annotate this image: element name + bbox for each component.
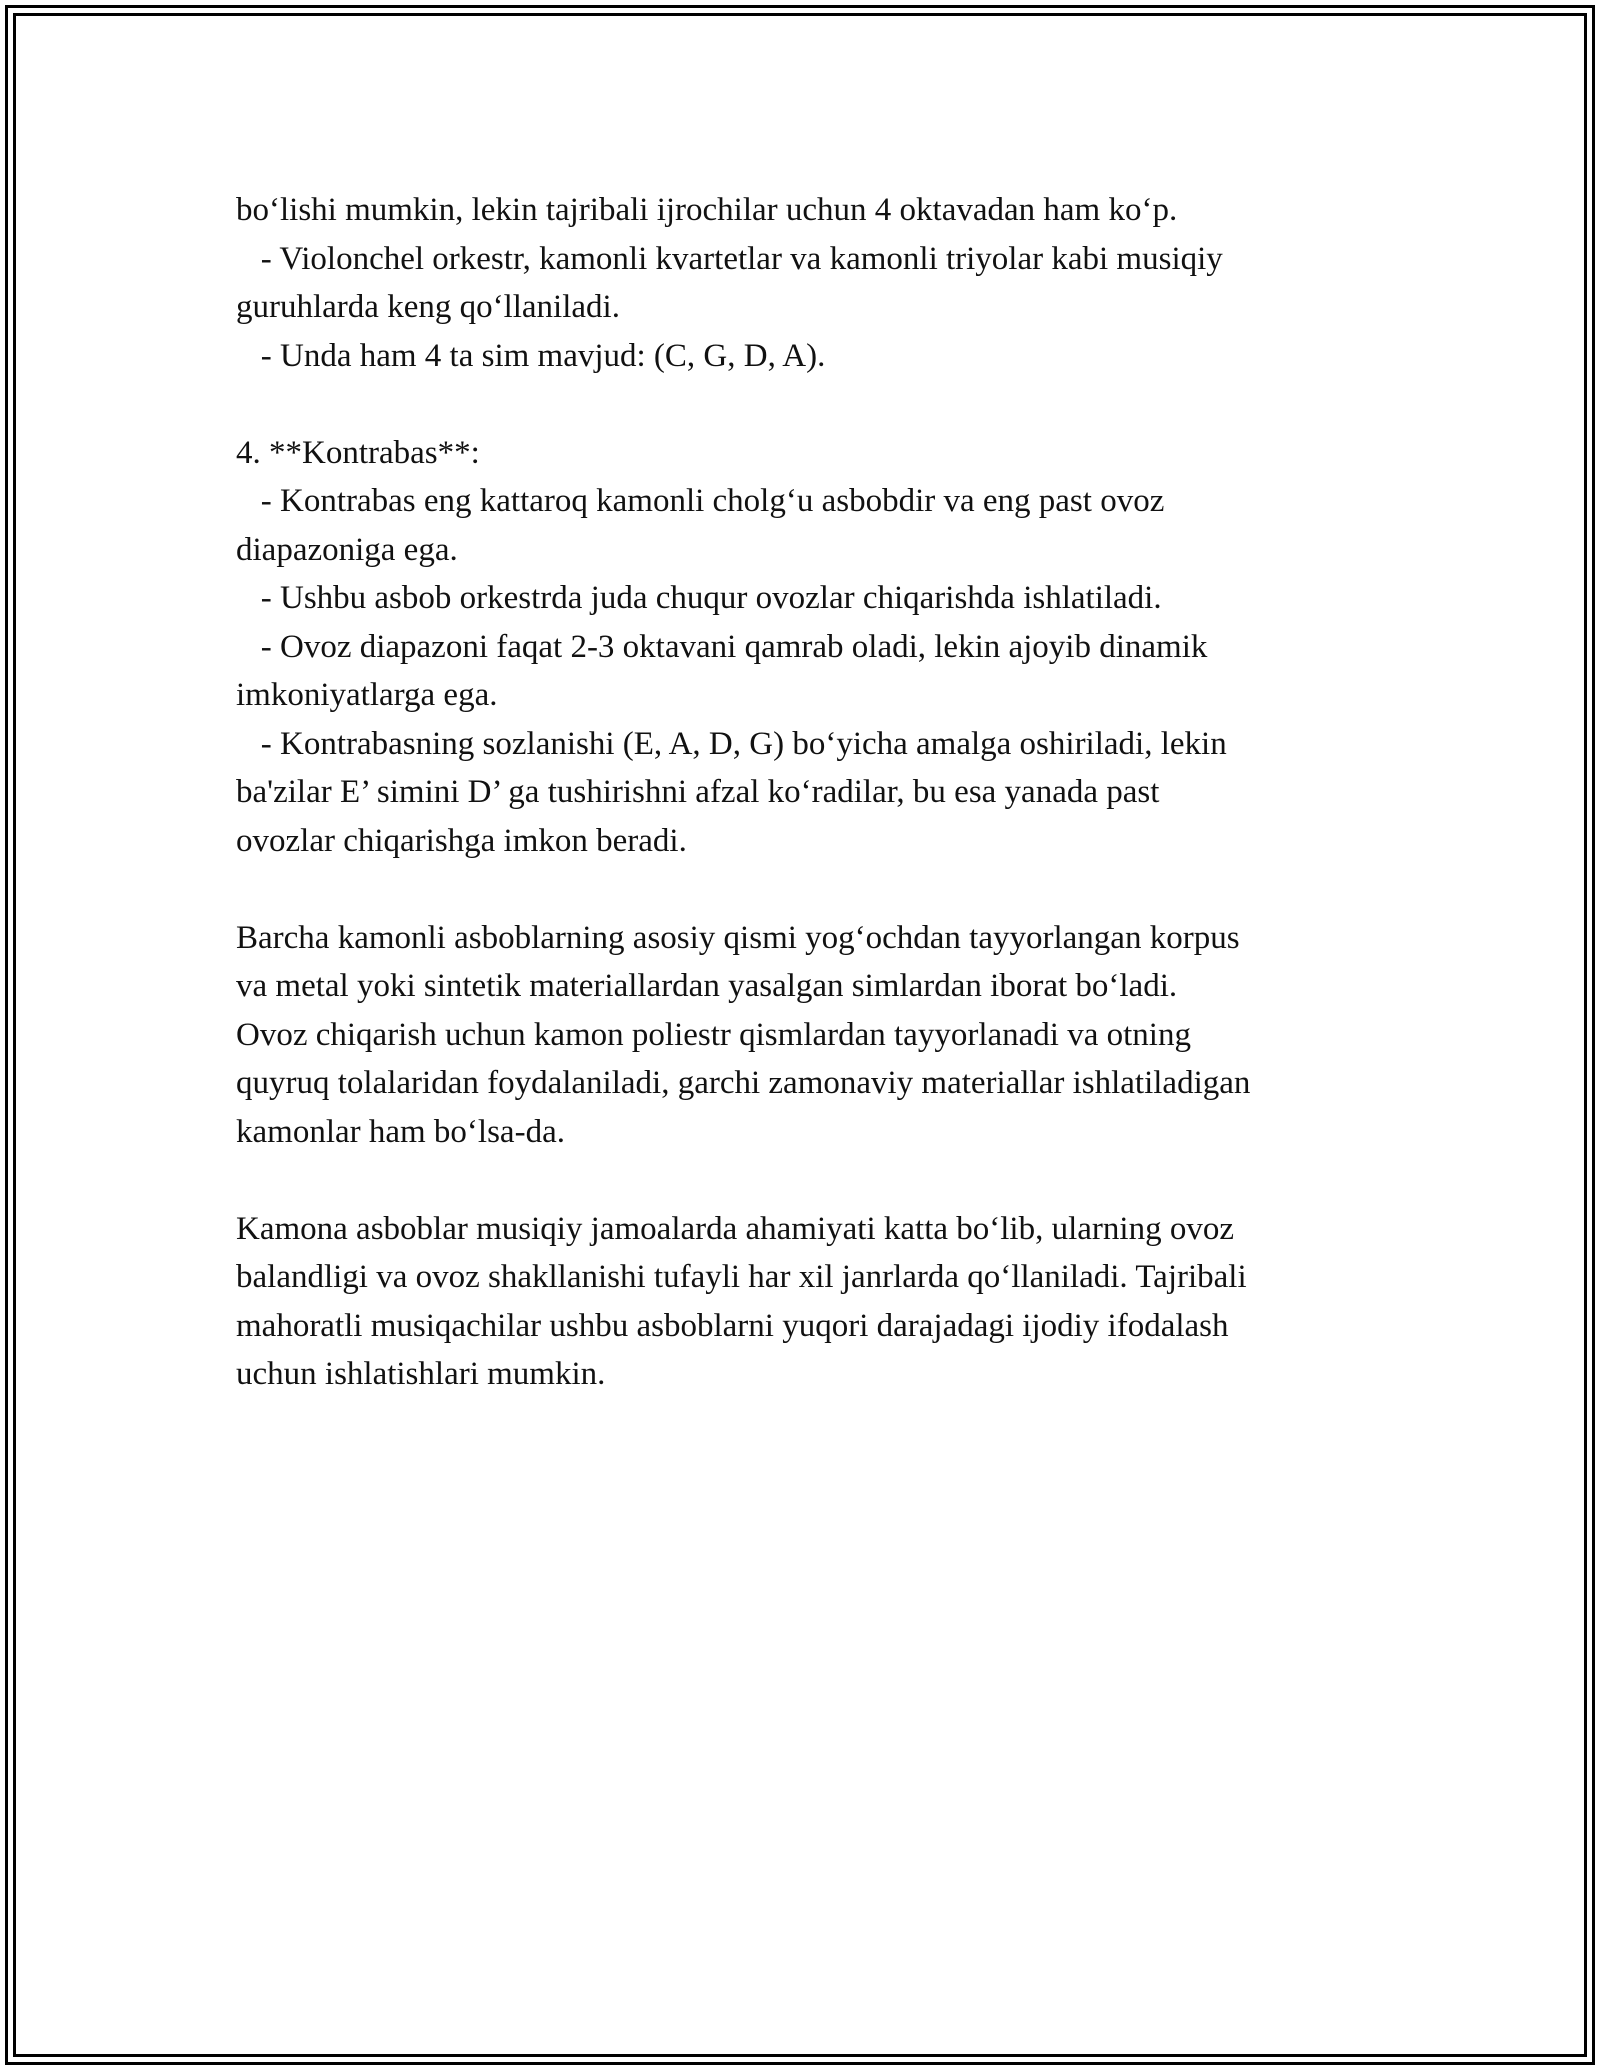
text-line: Ovoz chiqarish uchun kamon poliestr qismlardan tayyorlanadi va otning [236,1016,1191,1053]
section-heading: 4. **Kontrabas**: [236,434,480,471]
text-line: - Ushbu asbob orkestrda juda chuqur ovozlar chiqarishda ishlatiladi. [236,580,1162,616]
text-line: balandligi va ovoz shakllanishi tufayli har xil janrlarda qo‘llaniladi. Tajribali [236,1259,1247,1295]
text-line: - Unda ham 4 ta sim mavjud: (C, G, D, A). [236,337,826,374]
text-line: Kamona asboblar musiqiy jamoalarda ahamiyati katta bo‘lib, ularning ovoz [236,1210,1234,1247]
text-line: guruhlarda keng qo‘llaniladi. [236,289,620,325]
blank-line [236,865,1386,914]
text-line: va metal yoki sintetik materiallardan yasalgan simlardan iborat bo‘ladi. [236,968,1178,1004]
text-line: bo‘lishi mumkin, lekin tajribali ijrochilar uchun 4 oktavadan ham ko‘p. [236,192,1178,228]
text-line: - Kontrabas eng kattaroq kamonli cholg‘u asbobdir va eng past ovoz [236,483,1165,519]
text-line: diapazoniga ega. [236,531,458,568]
document-body [236,186,1386,1399]
text-line: quyruq tolalaridan foydalaniladi, garchi zamonaviy materiallar ishlatiladigan [236,1065,1251,1101]
text-line: uchun ishlatishlari mumkin. [236,1356,606,1392]
text-line: - Kontrabasning sozlanishi (E, A, D, G) bo‘yicha amalga oshiriladi, lekin [236,725,1227,762]
text-line: - Ovoz diapazoni faqat 2-3 oktavani qamrab oladi, lekin ajoyib dinamik [236,628,1208,665]
text-line: Barcha kamonli asboblarning asosiy qismi yog‘ochdan tayyorlangan korpus [236,919,1240,956]
text-line: mahoratli musiqachilar ushbu asboblarni yuqori darajadagi ijodiy ifodalash [236,1307,1229,1344]
text-line: ba'zilar E’ simini D’ ga tushirishni afzal ko‘radilar, bu esa yanada past [236,774,1160,810]
text-line: ovozlar chiqarishga imkon beradi. [236,822,687,859]
blank-line [236,1156,1386,1205]
text-line: - Violonchel orkestr, kamonli kvartetlar va kamonli triyolar kabi musiqiy [236,240,1223,277]
text-line: imkoniyatlarga ega. [236,677,498,713]
text-line: kamonlar ham bo‘lsa-da. [236,1113,565,1150]
blank-line [236,380,1386,429]
